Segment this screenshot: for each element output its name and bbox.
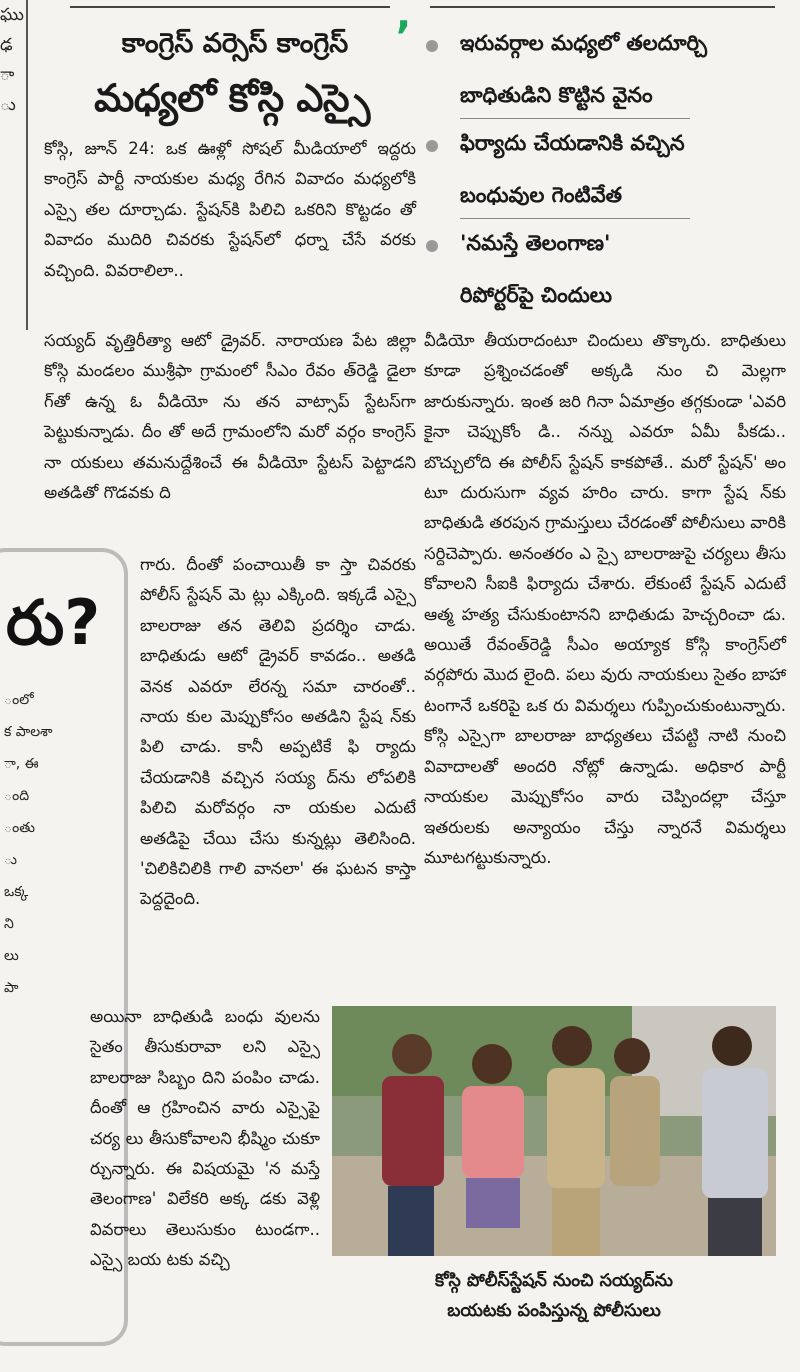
article-paragraph-2a <box>44 326 416 508</box>
paragraph-text: సయ్యద్ వృత్తిరీత్యా ఆటో డ్రైవర్. నారాయణ పేట జిల్లా కోస్గి మండలం ముశ్రీఫా గ్రామంలో సీఎం రేవం త్‌రెడ్డి డైలా గ్‌తో ఉన్న ఓ వీడియో ను తన వాట్సాప్ స్టేటస్‌గా పెట్టుకున్నాడు. దీం తో అదే గ్రామంలోని మరో వర్గం కాంగ్రెస్ నా యకులు తమనుద్దేశించే ఈ వీడియో స్టేటస్ పెట్టాడని అతడితో గొడవకు ది <box>44 331 416 503</box>
highlight-line: బాధితుడిని కొట్టిన వైనం <box>460 83 653 107</box>
adjacent-box-line: ంతు <box>4 820 35 836</box>
top-rule-right <box>430 6 775 8</box>
bullet-dot-icon <box>426 240 438 252</box>
highlight-item <box>420 26 800 126</box>
bullet-dot-icon <box>426 40 438 52</box>
highlight-line: బంధువుల గెంటివేత <box>460 183 623 207</box>
highlight-item <box>420 126 800 226</box>
adjacent-box-line: ా, ఈ <box>4 756 39 772</box>
adjacent-box-line: ంది <box>4 788 30 804</box>
paragraph-text: వీడియో తీయరాదంటూ చిందులు తొక్కారు. బాధితులు కూడా ప్రశ్నించడంతో అక్కడి నుం చి మెల్లగా జారుకున్నారు. ఇంత జరి గినా ఏమాత్రం తగ్గకుండా 'ఎవరి కైనా చెప్పుకోం డి.. నన్ను ఎవరూ ఏమీ పీకడు.. బొచ్చులోది ఈ పోలీస్ స్టేషన్ కాకపోతే.. మరో స్టేషన్' అం టూ దురుసుగా వ్యవ హరిం చారు. కాగా స్టేష న్‌కు బాధితుడి తరపున గ్రామస్తులు చేరడంతో పోలీసులు వారికి సర్దిచెప్పారు. అనంతరం ఎ స్సై బాలరాజుపై చర్యలు తీసు కోవాలని సీఐకి ఫిర్యాదు చేశారు. లేకుంటే స్టేషన్ ఎదుటే ఆత్మ హత్య చేసుకుంటానని బాధితుడు హెచ్చరించా డు. అయితే రేవంత్‌రెడ్డి సీఎం అయ్యాక కోస్గి కాంగ్రెస్‌లో వర్గపోరు మొద లైంది. పలు వురు నాయకులు సైతం బాహా టంగానే ఒకరిపై ఒక రు విమర్శలు గుప్పించుకుంటున్నారు. కోస్గి ఎస్సైగా బాలరాజు బాధ్యతలు చేపట్టి నాటి నుంచి వివాదాలతో అందరి నోట్లో ఉన్నాడు. అధికార పార్టీ నాయకుల మెప్పుకోసం వారు చెప్పిందల్లా చేస్తూ ఇతరులకు అన్యాయం చేస్తు న్నారనే విమర్శలు మూటగట్టుకున్నారు. <box>424 331 786 867</box>
adjacent-box-line: ని <box>4 916 14 932</box>
article-paragraph-intro <box>44 134 416 286</box>
adjacent-box-headline: రు? <box>6 586 101 659</box>
article-paragraph-4 <box>424 326 786 873</box>
adjacent-fragment-line: ఘు <box>0 5 24 25</box>
adjacent-box-line: లు <box>4 948 19 964</box>
news-photo <box>332 1006 776 1256</box>
article-paragraph-3 <box>90 1002 320 1276</box>
article-kicker: కాంగ్రెస్ వర్సెస్ కాంగ్రెస్ <box>121 28 349 59</box>
adjacent-box-line: ు <box>4 852 17 868</box>
highlight-line: ఇరువర్గాల మధ్యలో తలదూర్చి <box>460 31 708 55</box>
adjacent-fragment-line: ా <box>0 65 15 85</box>
paragraph-text: కోస్గి, జూన్ 24: ఒక ఊళ్లో సోషల్ మీడియాలో ఇద్దరు కాంగ్రెస్ పార్టీ నాయకుల మధ్య రేగిన వివాదం మధ్యలోకి ఎస్సై తల దూర్చాడు. స్టేషన్‌కి పిలిచి ఒకరిని కొట్టడం తో వివాదం ముదిరి చివరకు స్టేషన్‌లో ధర్నా చేసే వరకు వచ్చింది. వివరాలిలా.. <box>44 139 416 280</box>
adjacent-fragment-line: ు <box>0 95 16 115</box>
quote-mark-icon: , <box>396 0 412 38</box>
article-paragraph-2b <box>140 550 416 915</box>
highlight-divider <box>460 218 690 219</box>
adjacent-box-line: ఒక్క <box>4 884 29 900</box>
highlight-line: ఫిర్యాదు చేయడానికి వచ్చిన <box>460 131 685 155</box>
adjacent-article-fragment <box>0 0 28 330</box>
adjacent-box-text <box>4 684 124 1004</box>
caption-line: కోస్గి పోలీస్‌స్టేషన్ నుంచి సయ్యద్‌ను <box>435 1271 673 1291</box>
adjacent-box-line: పా <box>4 980 19 996</box>
highlight-line: 'నమస్తే తెలంగాణ' <box>460 231 611 255</box>
news-photo-illustration <box>332 1006 776 1256</box>
paragraph-text: అయినా బాధితుడి బంధు వులను సైతం తీసుకురావా లని ఎస్సై బాలరాజు సిబ్బం దిని పంపిం చాడు. దీంతో ఆ గ్రహించిన వారు ఎస్సైపై చర్య లు తీసుకోవాలని భీష్మిం చుకూ ర్చున్నారు. ఈ విషయమై 'న మస్తే తెలంగాణ' విలేకరి అక్క డకు వెళ్లి వివరాలు తెలుసుకుం టుండగా.. ఎస్సై బయ టకు వచ్చి <box>90 1007 320 1270</box>
photo-caption <box>332 1266 776 1326</box>
bullet-dot-icon <box>426 140 438 152</box>
paragraph-text: గారు. దీంతో పంచాయితీ కా స్తా చివరకు పోలీస్ స్టేషన్ మె ట్లు ఎక్కింది. ఇక్కడే ఎస్సై బాలరాజు తన తెలివి ప్రదర్శిం చాడు. బాధితుడు ఆటో డ్రైవర్ కావడం.. అతడి వెనక ఎవరూ లేరన్న సమా చారంతో.. నాయ కుల మెప్పుకోసం అతడిని స్టేష న్‌కు పిలి చాడు. కానీ అప్పటికే ఫి ర్యాదు చేయడానికి వచ్చిన సయ్య ద్‌ను లోపలికి పిలిచి మరోవర్గం నా యకుల ఎదుటే అతడిపై చేయి చేసు కున్నట్లు తెలిసింది. 'చిలికిచిలికి గాలి వానలా' ఈ ఘటన కాస్తా పెద్దదైంది. <box>140 555 416 909</box>
highlight-divider <box>460 118 690 119</box>
adjacent-box-line: క పాలశా <box>4 724 53 740</box>
top-rule-left <box>70 6 390 8</box>
adjacent-box-line: ంలో <box>4 692 34 708</box>
article-headline: మధ్యలో కోస్గి ఎస్సై <box>94 76 370 120</box>
article-highlights <box>420 26 800 326</box>
caption-line: బయటకు పంపిస్తున్న పోలీసులు <box>447 1301 661 1321</box>
highlight-line: రిపోర్టర్‌పై చిందులు <box>460 283 612 307</box>
adjacent-fragment-line: ఢ <box>0 35 13 55</box>
highlight-item <box>420 226 800 326</box>
